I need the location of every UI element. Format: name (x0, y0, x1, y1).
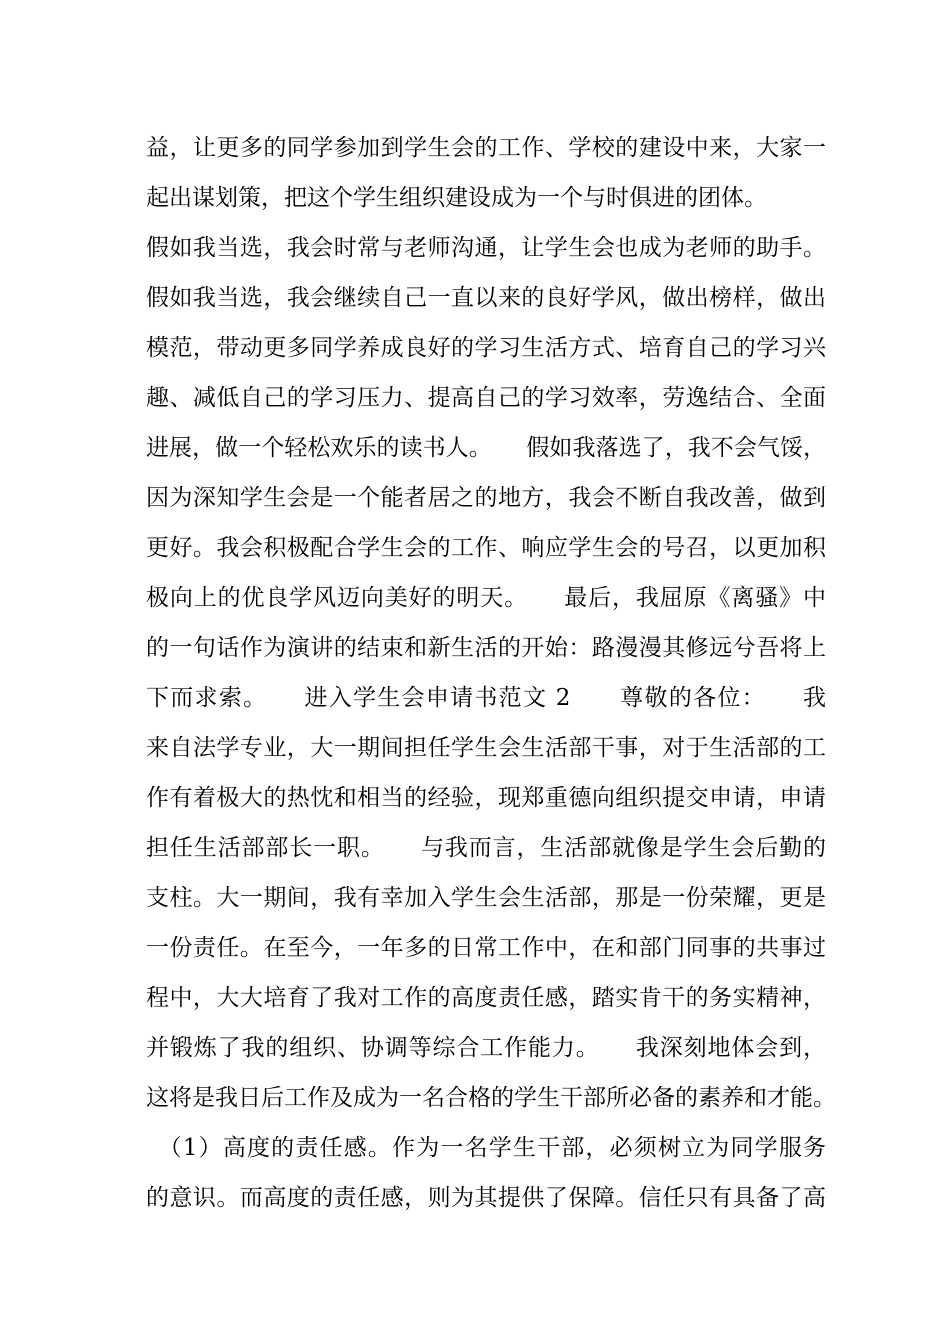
text-line-15: 担任生活部部长一职。 与我而言，生活部就像是学生会后勤的 (146, 835, 826, 861)
text-line-19: 并锻炼了我的组织、协调等综合工作能力。 我深刻地体会到， (146, 1035, 826, 1061)
text-line-6: 趣、减低自己的学习压力、提高自己的学习效率，劳逸结合、全面 (146, 385, 826, 411)
text-line-21: （1）高度的责任感。作为一名学生干部，必须树立为同学服务 (146, 1135, 826, 1161)
text-line-17: 一份责任。在至今，一年多的日常工作中，在和部门同事的共事过 (146, 935, 826, 961)
text-line-16: 支柱。大一期间，我有幸加入学生会生活部，那是一份荣耀，更是 (146, 885, 826, 911)
text-line-4: 假如我当选，我会继续自己一直以来的良好学风，做出榜样，做出 (146, 285, 826, 311)
text-line-10: 极向上的优良学风迈向美好的明天。 最后，我屈原《离骚》中 (146, 585, 826, 611)
text-line-12: 下而求索。 进入学生会申请书范文 2 尊敬的各位： 我 (146, 685, 826, 711)
text-line-1: 益，让更多的同学参加到学生会的工作、学校的建设中来，大家一 (146, 135, 826, 161)
text-line-22: 的意识。而高度的责任感，则为其提供了保障。信任只有具备了高 (146, 1185, 826, 1211)
text-line-13: 来自法学专业，大一期间担任学生会生活部干事，对于生活部的工 (146, 735, 826, 761)
text-line-18: 程中，大大培育了我对工作的高度责任感，踏实肯干的务实精神， (146, 985, 826, 1011)
text-line-2: 起出谋划策，把这个学生组织建设成为一个与时俱进的团体。 (146, 185, 767, 211)
text-line-3: 假如我当选，我会时常与老师沟通，让学生会也成为老师的助手。 (146, 235, 826, 261)
text-line-5: 模范，带动更多同学养成良好的学习生活方式、培育自己的学习兴 (146, 335, 826, 361)
text-line-8: 因为深知学生会是一个能者居之的地方，我会不断自我改善，做到 (146, 485, 826, 511)
text-line-7: 进展，做一个轻松欢乐的读书人。 假如我落选了，我不会气馁， (146, 435, 826, 461)
text-line-14: 作有着极大的热忱和相当的经验，现郑重德向组织提交申请，申请 (146, 785, 826, 811)
text-line-9: 更好。我会积极配合学生会的工作、响应学生会的号召，以更加积 (146, 535, 826, 561)
text-line-11: 的一句话作为演讲的结束和新生活的开始：路漫漫其修远兮吾将上 (146, 635, 826, 661)
text-line-20: 这将是我日后工作及成为一名合格的学生干部所必备的素养和才能。 (146, 1085, 836, 1111)
